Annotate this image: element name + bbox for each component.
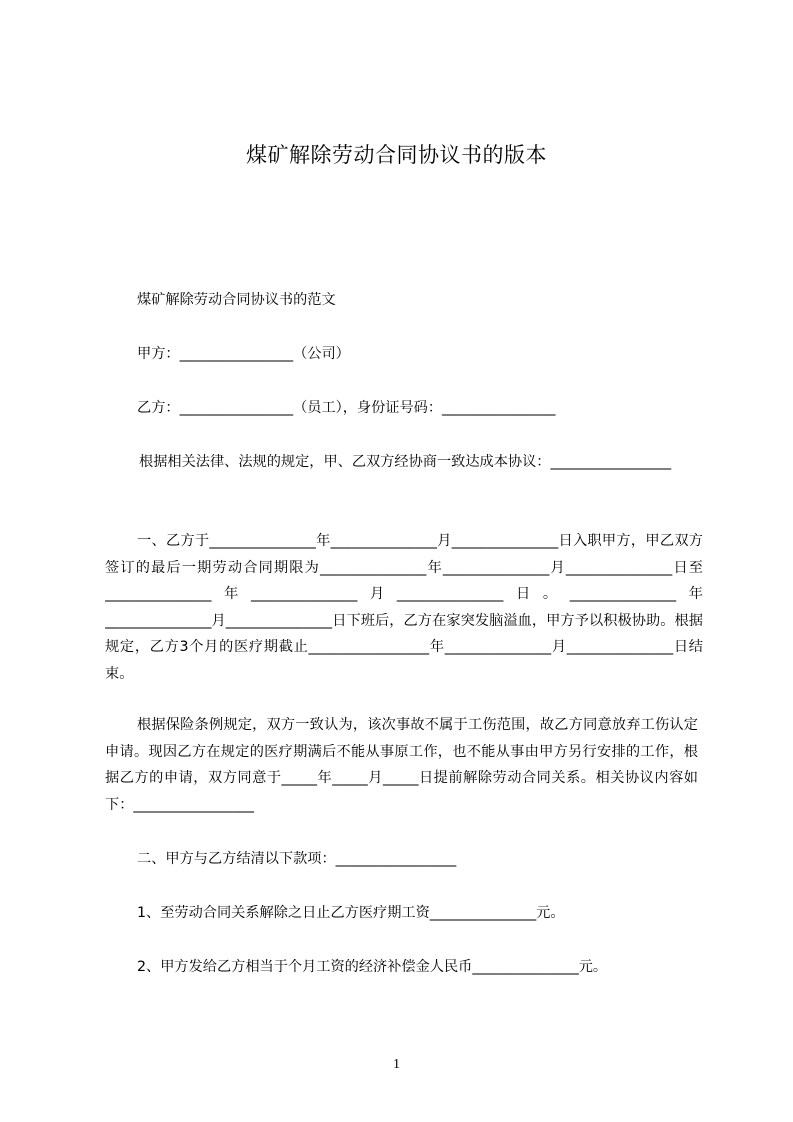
page-number: 1 bbox=[393, 1057, 400, 1072]
insurance-clause-paragraph: 根据保险条例规定，双方一致认为，该次事故不属于工伤范围，故乙方同意放弃工伤认定申请。现因乙方在规定的医疗期满后不能从事原工作，也不能从事由甲方另行安排的工作，根据乙方的申请，双方同意于_____年_____月_____日提前解除劳动合同关系。相关协议内容如下：_________________ bbox=[105, 717, 698, 813]
item-two-line: 2、甲方发给乙方相当于个月工资的经济补偿金人民币_______________元。 bbox=[137, 959, 608, 975]
document-title: 煤矿解除劳动合同协议书的版本 bbox=[246, 143, 547, 167]
preamble-paragraph: 根据相关法律、法规的规定，甲、乙双方经协商一致达成本协议：_________________ bbox=[139, 454, 672, 470]
section-one-paragraph: 一、乙方于_______________年_______________月_______________日入职甲方，甲乙双方签订的最后一期劳动合同期限为_______________年_______________月_______________日至_______________年_______________月_______________日。_______________年_______________月_______________日下班后，乙方在家突发脑溢血，甲方予以积极协助。根据规定，乙方3个月的医疗期截止_________________年_______________月_______________日结束。 bbox=[105, 533, 703, 682]
party-b-line: 乙方：________________（员工），身份证号码：________________ bbox=[137, 400, 556, 416]
document-subtitle: 煤矿解除劳动合同协议书的范文 bbox=[137, 292, 336, 308]
party-a-line: 甲方：________________（公司） bbox=[137, 346, 350, 362]
item-one-line: 1、至劳动合同关系解除之日止乙方医疗期工资_______________元。 bbox=[137, 905, 565, 921]
section-two-heading: 二、甲方与乙方结清以下款项：_________________ bbox=[137, 851, 457, 867]
